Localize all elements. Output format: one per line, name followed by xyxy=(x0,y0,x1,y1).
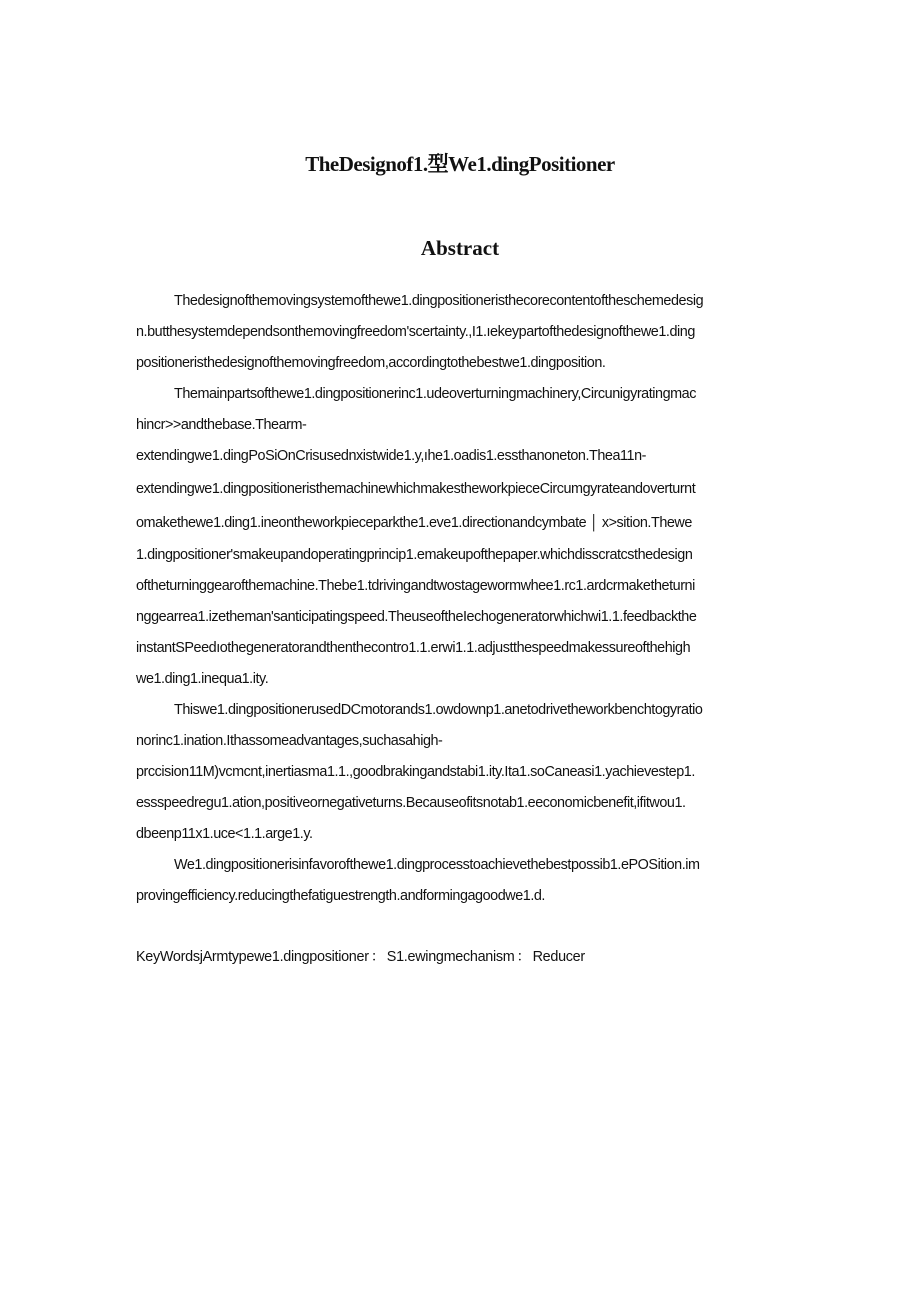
abstract-line: omakethewe1.ding1.ineontheworkpieceparkthe1.eve1.directionandcymbate │ x>sition.Thewe xyxy=(136,515,692,531)
abstract-line: dbeenp11x1.uce<1.1.arge1.y. xyxy=(136,826,313,842)
keyword-separator: ： xyxy=(516,949,531,965)
abstract-line: hincr>˃andthebase.Thearm- xyxy=(136,417,307,433)
abstract-line: Themainpartsofthewe1.dingpositionerinc1.udeoverturningmachinery,Circunigyratingmac xyxy=(174,386,696,402)
abstract-line: extendingwe1.dingpositioneristhemachinewhichmakestheworkpieceCircumgyrateandoverturnt xyxy=(136,481,696,497)
abstract-line: Thiswe1.dingpositionerusedDCmotorands1.owdownp1.anetodrivetheworkbenchtogyratio xyxy=(174,702,703,718)
abstract-line: norinc1.ination.Ithassomeadvantages,suchasahigh- xyxy=(136,733,443,749)
abstract-line: provingefficiency.reducingthefatiguestrength.andformingagoodwe1.d. xyxy=(136,888,545,904)
keyword-separator: ： xyxy=(370,949,385,965)
abstract-line: Thedesignofthemovingsystemofthewe1.dingpositioneristhecorecontentoftheschemedesig xyxy=(174,293,704,309)
abstract-line: essspeedregu1.ation,positiveornegativeturns.Becauseofitsnotab1.eeconomicbenefit,ifitwou1. xyxy=(136,795,686,811)
keyword-reducer: Reducer xyxy=(532,949,585,965)
abstract-line: We1.dingpositionerisinfavorofthewe1.dingprocesstoachievethebestpossib1.ePOSition.im xyxy=(174,857,700,873)
abstract-heading: Abstract xyxy=(420,236,500,260)
abstract-body xyxy=(136,286,786,912)
abstract-line: 1.dingpositioner'smakeupandoperatingprincip1.emakeupofthepaper.whichdisscratcsthedesign xyxy=(136,547,693,563)
abstract-line: extendingwe1.dingPoSiOnCrisusednxistwide1.y,ıhe1.oadis1.essthanoneton.Thea11n- xyxy=(136,448,646,464)
keyword-slewing-mechanism: S1.ewingmechanism xyxy=(386,949,515,965)
keywords-label: KeyWordsjArmtypewe1.dingpositioner xyxy=(136,949,369,965)
abstract-line: oftheturninggearofthemachine.Thebe1.tdrivingandtwostagewormwhee1.rc1.ardcrmaketheturni xyxy=(136,578,695,594)
abstract-line: we1.ding1.inequa1.ity. xyxy=(136,671,269,687)
keywords-line xyxy=(136,943,786,971)
abstract-line: nggearrea1.izetheman'santicipatingspeed.TheuseoftheIechogeneratorwhichwi1.1.feedbackthe xyxy=(136,609,697,625)
abstract-line: positioneristhedesignofthemovingfreedom,accordingtothebestwe1.dingposition. xyxy=(136,355,606,371)
abstract-line: instantSPeedıothegeneratorandthenthecontro1.1.erwi1.1.adjustthespeedmakessureofthehigh xyxy=(136,640,691,656)
abstract-line: prccision11M)vcmcnt,inertiasma1.1.,goodbrakingandstabi1.ity.Ita1.soCaneasi1.yachievestep1. xyxy=(136,764,695,780)
document-title: TheDesignof1.型We1.dingPositioner xyxy=(305,152,615,176)
abstract-line: n.butthesystemdependsonthemovingfreedom'scertainty.,I1.ıekeypartofthedesignofthewe1.ding xyxy=(136,324,695,340)
